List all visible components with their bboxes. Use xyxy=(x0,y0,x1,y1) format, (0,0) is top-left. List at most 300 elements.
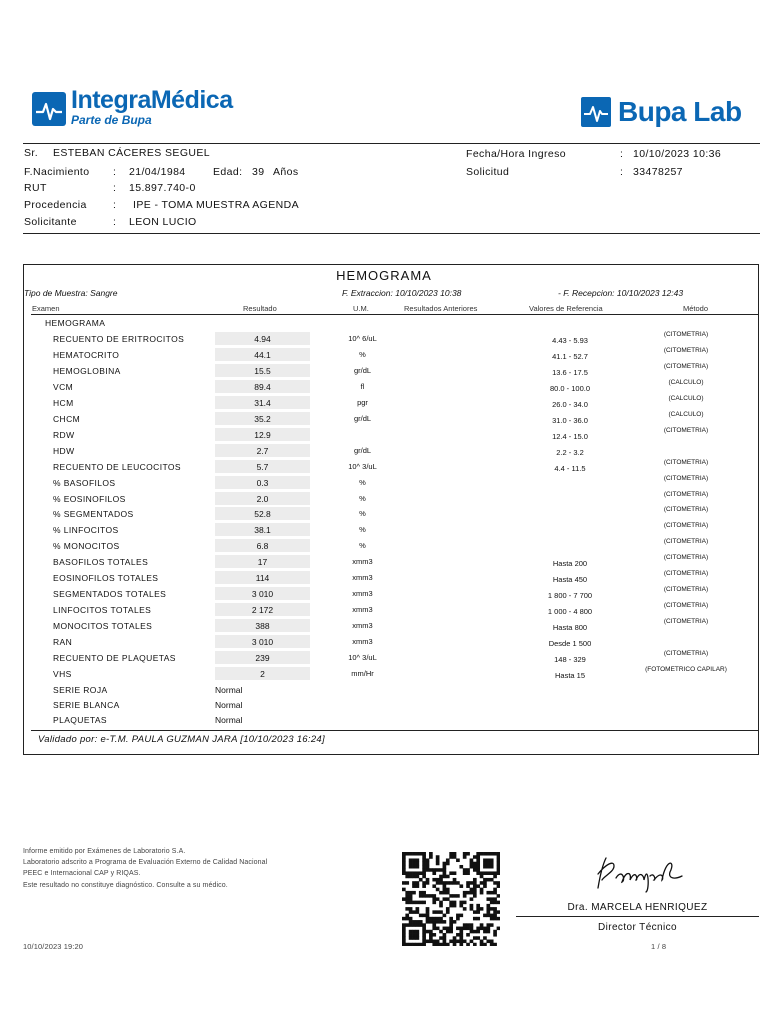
rut-label: RUT xyxy=(24,182,47,194)
qr-module xyxy=(439,868,443,872)
exam-method: (CITOMETRIA) xyxy=(663,346,709,354)
exam-method: (CITOMETRIA) xyxy=(663,538,709,546)
qr-module xyxy=(483,884,487,888)
qr-module xyxy=(412,891,416,895)
qr-module xyxy=(473,868,477,872)
qr-module xyxy=(443,868,447,872)
qr-module xyxy=(446,858,450,862)
qr-module xyxy=(466,871,470,875)
qr-module xyxy=(490,917,494,921)
qr-module xyxy=(439,920,443,924)
qr-module xyxy=(490,865,494,869)
exam-result: 4.94 xyxy=(254,334,271,344)
qr-module xyxy=(483,871,487,875)
qr-module xyxy=(446,891,450,895)
qr-module xyxy=(432,871,436,875)
note-name: PLAQUETAS xyxy=(53,714,107,725)
qr-module xyxy=(476,917,480,921)
exam-result: 5.7 xyxy=(256,461,269,472)
exam-reference: 12.4 - 15.0 xyxy=(552,431,588,441)
qr-module xyxy=(493,930,497,934)
qr-module xyxy=(432,868,436,872)
origin-label: Procedencia xyxy=(24,199,87,211)
qr-module xyxy=(486,871,490,875)
qr-module xyxy=(412,933,416,937)
footer-line: PEEC e Internacional CAP y RIQAS. xyxy=(23,870,141,877)
qr-module xyxy=(432,901,436,905)
table-row xyxy=(0,635,768,651)
bupa-lab-logo xyxy=(581,96,742,128)
qr-module xyxy=(436,862,440,866)
qr-module xyxy=(476,884,480,888)
qr-module xyxy=(422,875,426,879)
qr-module xyxy=(490,878,494,882)
exam-name: VHS xyxy=(53,668,72,679)
table-row xyxy=(0,619,768,635)
qr-module xyxy=(463,868,467,872)
qr-module xyxy=(443,888,447,892)
qr-module xyxy=(493,891,497,895)
exam-unit: xmm3 xyxy=(352,557,373,567)
note-result: Normal xyxy=(215,714,243,725)
qr-module xyxy=(456,933,460,937)
qr-module xyxy=(416,852,420,856)
separator: : xyxy=(113,216,117,228)
exam-result: 35.2 xyxy=(254,413,271,424)
qr-module xyxy=(476,927,480,931)
qr-module xyxy=(443,943,447,946)
col-result: Resultado xyxy=(243,304,277,313)
qr-module xyxy=(412,871,416,875)
qr-module xyxy=(473,894,477,898)
qr-module xyxy=(497,910,500,914)
qr-module xyxy=(486,897,490,901)
qr-module xyxy=(490,891,494,895)
qr-module xyxy=(446,927,450,931)
qr-module xyxy=(432,920,436,924)
exam-method: (CITOMETRIA) xyxy=(663,426,709,434)
exam-result: 44.1 xyxy=(254,349,271,360)
qr-module xyxy=(422,858,426,862)
qr-module xyxy=(490,871,494,875)
exam-unit: mm/Hr xyxy=(351,668,374,678)
exam-result: 17 xyxy=(257,557,268,568)
exam-name: % EOSINOFILOS xyxy=(53,493,126,504)
qr-module xyxy=(476,855,480,859)
qr-module xyxy=(449,927,453,931)
qr-module xyxy=(446,862,450,866)
exam-method: (CITOMETRIA) xyxy=(663,362,709,370)
qr-module xyxy=(483,858,487,862)
exam-name: SEGMENTADOS TOTALES xyxy=(53,589,167,600)
qr-module xyxy=(473,878,477,882)
report-title: HEMOGRAMA xyxy=(336,268,432,283)
qr-module xyxy=(436,888,440,892)
qr-module xyxy=(453,894,457,898)
qr-module xyxy=(470,858,474,862)
qr-module xyxy=(493,888,497,892)
qr-module xyxy=(422,862,426,866)
exam-reference: 4.4 - 11.5 xyxy=(554,463,586,473)
qr-module xyxy=(486,858,490,862)
exam-method: (CALCULO) xyxy=(668,410,704,418)
qr-module xyxy=(422,881,426,885)
col-method: Método xyxy=(683,304,709,313)
qr-module xyxy=(490,862,494,866)
age-label: Edad: xyxy=(213,166,243,178)
qr-module xyxy=(493,933,497,937)
qr-module xyxy=(439,943,443,946)
qr-module xyxy=(422,894,426,898)
qr-module xyxy=(402,917,406,921)
qr-module xyxy=(405,914,409,918)
qr-module xyxy=(405,871,409,875)
qr-module xyxy=(409,852,413,856)
separator: : xyxy=(620,148,624,160)
qr-module xyxy=(463,927,467,931)
exam-method: (CITOMETRIA) xyxy=(663,650,709,657)
qr-module xyxy=(416,943,420,946)
note-name: SERIE ROJA xyxy=(53,684,108,695)
qr-module xyxy=(426,914,430,918)
qr-module xyxy=(449,940,453,944)
qr-module xyxy=(459,901,463,905)
qr-module xyxy=(493,897,497,901)
qr-module xyxy=(449,881,453,885)
exam-name: HEMOGLOBINA xyxy=(53,365,121,376)
extraction-date: F. Extraccion: 10/10/2023 10:38 xyxy=(342,288,462,298)
qr-module xyxy=(416,907,420,911)
header-top-rule xyxy=(23,143,760,144)
exam-name: % SEGMENTADOS xyxy=(53,509,134,520)
qr-module xyxy=(419,923,423,927)
exam-method: (CITOMETRIA) xyxy=(663,522,709,530)
qr-module xyxy=(497,894,500,898)
qr-module xyxy=(432,940,436,944)
qr-module xyxy=(443,933,447,937)
qr-module xyxy=(422,930,426,934)
qr-module xyxy=(463,940,467,944)
separator: : xyxy=(113,182,117,194)
signature-rule xyxy=(516,916,759,917)
qr-module xyxy=(480,907,484,911)
qr-module xyxy=(483,862,487,866)
heartbeat-icon xyxy=(32,92,66,126)
exam-unit: gr/dL xyxy=(353,445,372,455)
qr-module xyxy=(426,920,430,924)
qr-module xyxy=(436,910,440,914)
qr-module xyxy=(480,891,484,895)
qr-module xyxy=(443,891,447,895)
qr-module xyxy=(412,858,416,862)
exam-name: RDW xyxy=(53,429,75,440)
qr-module xyxy=(426,907,430,911)
qr-module xyxy=(443,881,447,885)
qr-module xyxy=(419,901,423,905)
qr-module xyxy=(476,865,480,869)
table-row xyxy=(0,348,768,364)
qr-module xyxy=(409,943,413,946)
qr-module xyxy=(409,936,413,940)
qr-module xyxy=(429,852,433,856)
qr-module xyxy=(473,888,477,892)
qr-module xyxy=(453,936,457,940)
qr-module xyxy=(463,923,467,927)
exam-method: (CITOMETRIA) xyxy=(663,331,709,338)
qr-module xyxy=(466,852,470,856)
qr-module xyxy=(480,871,484,875)
qr-module xyxy=(439,936,443,940)
qr-module xyxy=(402,930,406,934)
exam-reference: 148 - 329 xyxy=(554,655,586,664)
qr-module xyxy=(473,865,477,869)
qr-module xyxy=(473,881,477,885)
qr-module xyxy=(490,914,494,918)
qr-module xyxy=(493,881,497,885)
qr-module xyxy=(453,920,457,924)
exam-unit: % xyxy=(359,541,366,551)
table-row xyxy=(0,667,768,683)
qr-module xyxy=(470,897,474,901)
qr-module xyxy=(426,868,430,872)
age-unit: Años xyxy=(273,166,299,178)
qr-module xyxy=(429,940,433,944)
qr-module xyxy=(402,936,406,940)
qr-module xyxy=(429,920,433,924)
qr-module xyxy=(483,927,487,931)
table-row xyxy=(0,539,768,555)
signer-title: Director Técnico xyxy=(597,922,678,933)
qr-module xyxy=(436,927,440,931)
qr-module xyxy=(443,871,447,875)
qr-module xyxy=(456,914,460,918)
qr-module xyxy=(412,936,416,940)
qr-module xyxy=(476,904,480,908)
exam-reference: 41.1 - 52.7 xyxy=(552,351,588,361)
qr-module xyxy=(426,858,430,862)
qr-module xyxy=(497,881,500,885)
qr-module xyxy=(473,910,477,914)
qr-module xyxy=(409,871,413,875)
table-row xyxy=(0,332,768,348)
qr-module xyxy=(436,940,440,944)
qr-module xyxy=(409,920,413,924)
qr-module xyxy=(429,933,433,937)
qr-module xyxy=(463,852,467,856)
qr-module xyxy=(436,897,440,901)
qr-module xyxy=(476,910,480,914)
exam-reference: Desde 1 500 xyxy=(548,639,592,649)
qr-module xyxy=(459,936,463,940)
qr-module xyxy=(436,920,440,924)
qr-module xyxy=(412,920,416,924)
qr-module xyxy=(429,930,433,934)
qr-module xyxy=(412,923,416,927)
exam-reference: Hasta 200 xyxy=(552,559,588,569)
exam-method: (CITOMETRIA) xyxy=(663,506,709,514)
exam-name: % MONOCITOS xyxy=(53,541,120,552)
qr-module xyxy=(416,936,420,940)
qr-module xyxy=(453,943,457,946)
qr-module xyxy=(429,894,433,898)
qr-module xyxy=(480,940,484,944)
exam-unit: 10^ 3/uL xyxy=(348,461,377,471)
qr-module xyxy=(409,910,413,914)
qr-module xyxy=(493,871,497,875)
validated-by: Validado por: e-T.M. PAULA GUZMAN JARA [10/10/2023 16:24] xyxy=(38,734,325,745)
qr-module xyxy=(412,884,416,888)
qr-module xyxy=(422,901,426,905)
qr-module xyxy=(473,884,477,888)
qr-module xyxy=(429,868,433,872)
qr-module xyxy=(419,894,423,898)
qr-module xyxy=(480,923,484,927)
qr-module xyxy=(439,930,443,934)
qr-module xyxy=(497,858,500,862)
qr-module xyxy=(486,910,490,914)
exam-result: 38.1 xyxy=(254,525,271,536)
qr-module xyxy=(419,943,423,946)
qr-module xyxy=(426,910,430,914)
qr-module xyxy=(422,868,426,872)
qr-module xyxy=(409,891,413,895)
qr-module xyxy=(470,881,474,885)
qr-module xyxy=(416,884,420,888)
qr-module xyxy=(446,930,450,934)
qr-module xyxy=(429,917,433,921)
qr-module xyxy=(453,904,457,908)
exam-name: RAN xyxy=(53,637,73,648)
qr-module xyxy=(432,910,436,914)
rut-value: 15.897.740-0 xyxy=(129,182,196,194)
qr-module xyxy=(443,865,447,869)
qr-module xyxy=(486,878,490,882)
qr-module xyxy=(493,943,497,946)
qr-module xyxy=(446,910,450,914)
qr-module xyxy=(412,901,416,905)
qr-module xyxy=(483,852,487,856)
qr-module xyxy=(416,865,420,869)
exam-result: 388 xyxy=(255,621,270,632)
qr-module xyxy=(473,930,477,934)
qr-module xyxy=(476,862,480,866)
qr-module xyxy=(459,940,463,944)
qr-module xyxy=(426,862,430,866)
qr-module xyxy=(412,943,416,946)
exam-reference: 26.0 - 34.0 xyxy=(552,399,588,409)
qr-module xyxy=(486,923,490,927)
birth-label: F.Nacimiento xyxy=(24,166,90,178)
requester-label: Solicitante xyxy=(24,216,77,228)
qr-module xyxy=(422,923,426,927)
separator: : xyxy=(620,166,624,178)
qr-module xyxy=(426,878,430,882)
table-row xyxy=(0,476,768,492)
qr-module xyxy=(432,884,436,888)
qr-module xyxy=(422,927,426,931)
qr-module xyxy=(409,865,413,869)
qr-module xyxy=(476,871,480,875)
qr-module xyxy=(405,897,409,901)
exam-reference: Hasta 15 xyxy=(554,670,586,680)
qr-module xyxy=(405,943,409,946)
exam-method: (CITOMETRIA) xyxy=(663,554,709,562)
qr-module xyxy=(493,907,497,911)
table-row xyxy=(0,523,768,539)
qr-module xyxy=(490,923,494,927)
qr-module xyxy=(409,901,413,905)
exam-name: MONOCITOS TOTALES xyxy=(53,621,153,632)
qr-module xyxy=(443,875,447,879)
qr-module xyxy=(402,940,406,944)
exam-result: 2 xyxy=(260,668,265,679)
qr-module xyxy=(439,917,443,921)
qr-module xyxy=(443,897,447,901)
qr-module xyxy=(456,881,460,885)
table-row xyxy=(0,603,768,619)
qr-module xyxy=(473,891,477,895)
qr-module xyxy=(446,888,450,892)
qr-module xyxy=(463,891,467,895)
exam-reference: Hasta 450 xyxy=(552,575,588,585)
title-label: Sr. xyxy=(24,147,39,159)
qr-module xyxy=(493,910,497,914)
qr-module xyxy=(402,865,406,869)
qr-module xyxy=(443,940,447,944)
qr-module xyxy=(439,878,443,882)
qr-module xyxy=(419,871,423,875)
qr-module xyxy=(490,907,494,911)
qr-module xyxy=(416,858,420,862)
exam-reference: 1 800 - 7 700 xyxy=(547,591,593,601)
qr-module xyxy=(446,881,450,885)
table-row xyxy=(0,683,768,699)
exam-reference: 13.6 - 17.5 xyxy=(552,367,588,377)
exam-method: (CITOMETRIA) xyxy=(663,474,709,482)
qr-module xyxy=(466,933,470,937)
exam-name: HEMATOCRITO xyxy=(53,349,120,360)
qr-module xyxy=(432,943,436,946)
qr-module xyxy=(476,907,480,911)
qr-module xyxy=(443,927,447,931)
qr-module xyxy=(412,862,416,866)
qr-module xyxy=(490,858,494,862)
table-row xyxy=(0,492,768,508)
col-previous: Resultados Anteriores xyxy=(404,304,478,313)
qr-module xyxy=(439,901,443,905)
qr-module xyxy=(416,910,420,914)
exam-result: 3 010 xyxy=(251,637,274,648)
qr-module xyxy=(449,894,453,898)
exam-result: 12.9 xyxy=(254,429,271,440)
exam-result: 2.7 xyxy=(256,445,269,456)
exam-reference: 4.43 - 5.93 xyxy=(552,336,588,345)
integramedica-logo xyxy=(32,88,233,130)
table-row xyxy=(0,713,768,729)
qr-module xyxy=(402,927,406,931)
exam-method: (FOTOMETRICO CAPILAR) xyxy=(645,665,727,673)
qr-module xyxy=(412,910,416,914)
qr-module xyxy=(483,865,487,869)
qr-module xyxy=(426,894,430,898)
qr-module xyxy=(446,875,450,879)
qr-module xyxy=(493,852,497,856)
qr-module xyxy=(473,943,477,946)
qr-module xyxy=(432,894,436,898)
qr-module xyxy=(449,920,453,924)
exam-unit: % xyxy=(359,509,366,519)
qr-module xyxy=(486,891,490,895)
